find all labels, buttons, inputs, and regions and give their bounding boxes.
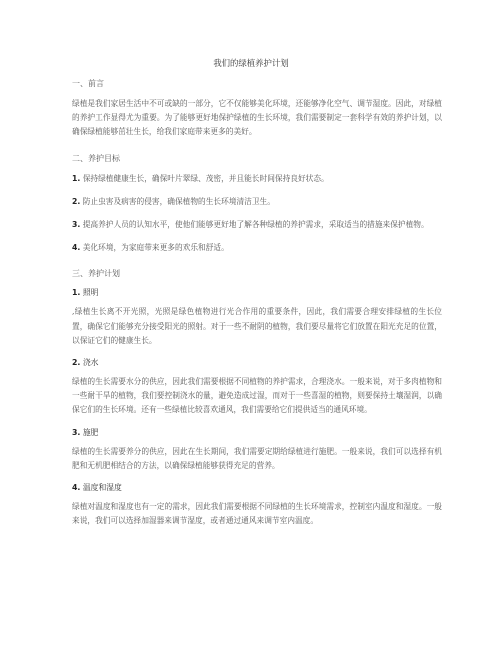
goal-number: 1. [72,173,81,183]
plan-title: 温度和湿度 [82,483,122,493]
intro-paragraph: 绿植是我们家居生活中不可或缺的一部分，它不仅能够美化环境，还能够净化空气、调节湿度。因此，对绿植的养护工作显得尤为重要。为了能够更好地保护绿植的生长环境，我们需要制定一套科学有效的养护计划，以确保绿植能够茁壮生长，给我们家庭带来更多的美好。 [72,99,442,137]
goal-text: 防止虫害及病害的侵害，确保植物的生长环境清洁卫生。 [82,196,275,206]
plan-paragraph: 绿植的生长需要水分的供应，因此我们需要根据不同植物的养护需求，合理浇水。一般来说，对于多肉植物和一些耐干旱的植物，我们要控制浇水的量，避免造成过湿，而对于一些喜湿的植物，则要保持土壤湿润，以确保它们的生长环境。还有一些绿植比较喜欢通风，我们需要给它们提供适当的通风环境。 [72,377,442,415]
plan-number: 1. [72,288,81,298]
plan-subheading [72,482,442,494]
section-heading-intro: 一、前言 [72,79,104,88]
plan-subheading [72,287,442,299]
goal-number: 4. [72,243,81,253]
section-heading-goals: 二、养护目标 [72,153,120,163]
plan-subheading [72,427,442,439]
goal-item [72,172,442,186]
goal-text: 美化环境，为家庭带来更多的欢乐和舒适。 [82,243,229,253]
plan-number: 2. [72,358,81,368]
plan-number: 4. [72,483,81,493]
plan-title: 照明 [82,288,99,298]
plan-title: 施肥 [82,427,99,437]
section-heading-plan: 三、养护计划 [72,269,120,279]
plan-title: 浇水 [82,358,99,368]
plan-subheading [72,357,442,369]
goal-text: 保持绿植健康生长，确保叶片翠绿、茂密，并且能长时间保持良好状态。 [82,173,329,183]
plan-paragraph: 绿植的生长需要养分的供应，因此在生长期间，我们需要定期给绿植进行施肥。一般来说，我们可以选择有机肥和无机肥相结合的方法，以确保绿植能够获得充足的营养。 [72,446,442,470]
plan-number: 3. [72,427,81,437]
plan-paragraph: ,绿植生长离不开光照，光照是绿色植物进行光合作用的重要条件，因此，我们需要合理安排绿植的生长位置，确保它们能够充分接受阳光的照射。对于一些不耐阴的植物，我们要尽量将它们放置在阳光充足的位置，以保证它们的健康生长。 [72,307,442,345]
goal-number: 3. [72,220,81,230]
goal-item [72,195,442,209]
document-title: 我们的绿植养护计划 [213,58,289,68]
goal-number: 2. [72,196,81,206]
document-body [72,78,442,537]
goal-text: 提高养护人员的认知水平，使他们能够更好地了解各种绿植的养护需求，采取适当的措施来保护植物。 [82,220,429,230]
goal-item [72,218,442,232]
goal-item [72,241,442,255]
plan-paragraph: 绿植对温度和湿度也有一定的需求，因此我们需要根据不同绿植的生长环境需求，控制室内温度和湿度。一般来说，我们可以选择加湿器来调节湿度，或者通过通风来调节室内温度。 [72,502,442,526]
